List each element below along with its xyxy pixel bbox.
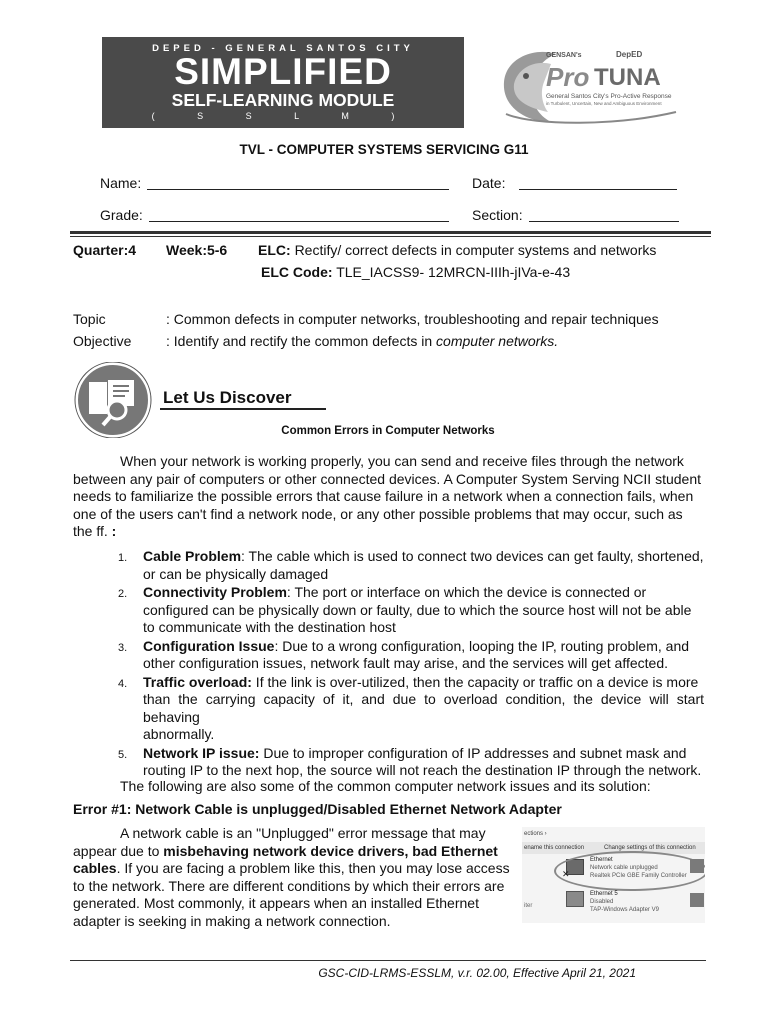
list-item-text: routing IP to the next hop, the source will not reach the destination IP through the network. <box>143 762 702 778</box>
header-rule-thin <box>70 236 711 237</box>
list-item-text: to communicate with the destination host <box>143 619 396 635</box>
section-title-underline <box>160 408 326 410</box>
section-line[interactable] <box>529 207 679 222</box>
objective-emph: computer networks. <box>436 333 559 349</box>
banner-abbrev: ( S S L M ) <box>151 111 415 121</box>
shot-eth1-status: Network cable unplugged <box>590 865 658 871</box>
grade-label: Grade: <box>100 207 143 223</box>
list-item-text: other configuration issues, network fault may arise, and the services will get affected. <box>143 655 669 671</box>
list-item-title: Connectivity Problem <box>143 584 287 600</box>
intro-line: the ff. : <box>73 523 117 540</box>
elc <box>258 242 656 258</box>
objective-label: Objective <box>73 333 132 349</box>
shot-eth1-name: Ethernet <box>590 857 613 863</box>
list-item-text: If the link is over-utilized, then the capacity or traffic on a device is more <box>251 673 699 690</box>
error1-bold: cables <box>73 860 117 877</box>
error1-line: A network cable is an "Unplugged" error message that may <box>120 825 486 841</box>
date-label: Date: <box>472 175 506 191</box>
list-item-number: 1. <box>118 552 128 564</box>
list-item-number: 5. <box>118 748 128 761</box>
intro-line: between any pair of computers or other connected devices. A Computer System Serving NCII student <box>73 470 701 487</box>
intro-paragraph <box>73 453 704 541</box>
topic-text: : Common defects in computer networks, troubleshooting and repair techniques <box>166 311 659 327</box>
logo-tuna: TUNA <box>594 64 661 91</box>
banner-top-text: DEPED - GENERAL SANTOS CITY <box>152 43 414 54</box>
elc-label: ELC: <box>258 242 291 258</box>
list-item-title: Configuration Issue <box>143 637 275 654</box>
grade-field[interactable] <box>100 207 449 223</box>
error1-bold: misbehaving network device drivers, bad Ethernet <box>163 842 498 859</box>
shot-eth1-device: Realtek PCIe GBE Family Controller <box>590 873 687 879</box>
list-item-number: 3. <box>118 641 128 654</box>
list-item <box>118 745 704 780</box>
list-item-text: : Due to a wrong configuration, looping the IP, routing problem, and <box>274 637 690 654</box>
quarter: Quarter:4 <box>73 242 137 258</box>
list-item-number: 2. <box>118 588 128 600</box>
error1-line: appear due to misbehaving network device drivers, bad Ethernet <box>73 842 498 859</box>
list-item-title: Network IP issue: <box>143 744 260 761</box>
shot-eth2-status: Disabled <box>590 899 614 905</box>
elc-code-value: TLE_IACSS9- 12MRCN-IIIh-jIVa-e-43 <box>336 264 571 280</box>
elc-code-label: ELC Code: <box>261 264 333 280</box>
list-item <box>118 584 704 637</box>
following-text: The following are also some of the common computer network issues and its solution: <box>120 778 651 794</box>
logo-tagline-1: General Santos City's Pro-Active Response <box>546 93 672 100</box>
grade-line[interactable] <box>149 207 449 222</box>
error1-line: adapter is seeking in making a network connection. <box>73 912 391 929</box>
name-label: Name: <box>100 175 142 191</box>
objective-text <box>166 333 558 349</box>
section-label: Section: <box>472 207 523 223</box>
shot-rename: ename this connection <box>524 845 585 851</box>
list-item-number: 4. <box>118 677 128 690</box>
error1-heading: Error #1: Network Cable is unplugged/Disabled Ethernet Network Adapter <box>73 801 562 817</box>
footer-rule <box>70 960 706 961</box>
error1-paragraph <box>73 825 515 931</box>
logo-deped: DepED <box>616 50 643 59</box>
shot-change-settings: Change settings of this connection <box>604 845 696 851</box>
intro-colon: : <box>111 523 117 540</box>
list-item <box>118 638 704 673</box>
sslm-banner <box>102 37 464 128</box>
list-item-text: configured can be physically down or faulty, due to which the source host will not be able <box>143 601 692 618</box>
topic-label: Topic <box>73 311 106 327</box>
week: Week:5-6 <box>166 242 228 258</box>
date-field[interactable] <box>472 175 677 191</box>
logo-pro: Pro <box>546 62 590 92</box>
protuna-logo <box>496 42 686 128</box>
ethernet5-adapter-icon <box>566 891 584 907</box>
objective-text-main: : Identify and rectify the common defects in <box>166 333 437 349</box>
section-subtitle: Common Errors in Computer Networks <box>281 425 495 437</box>
adapter-icon-right <box>690 859 704 873</box>
adapter-icon-right <box>690 893 704 907</box>
error1-line: generated. Most commonly, it appears when an installed Ethernet <box>73 895 479 912</box>
date-line[interactable] <box>519 175 677 190</box>
error1-line: to the network. There are different conditions by which their errors are <box>73 877 505 894</box>
error1-line: cables. If you are facing a problem like this, then you may lose access <box>73 860 510 877</box>
shot-fragment: iter <box>524 903 533 909</box>
intro-line: one of the users can't find a network node, or any other possible problems that may occur, such as <box>73 505 683 522</box>
list-item-text: : The cable which is used to connect two devices can get faulty, shortened, <box>241 548 704 564</box>
highlight-ellipse <box>554 851 705 891</box>
section-title: Let Us Discover <box>163 388 292 407</box>
network-connections-screenshot <box>522 827 705 923</box>
banner-subtitle: SELF-LEARNING MODULE <box>171 90 395 110</box>
list-item-text: or can be physically damaged <box>143 565 329 582</box>
document-title: TVL - COMPUTER SYSTEMS SERVICING G11 <box>239 142 529 157</box>
intro-line: needs to familiarize the possible errors that cause failure in a network when a connection fails, when <box>73 488 694 505</box>
list-item-text: : The port or interface on which the device is connected or <box>286 584 647 600</box>
list-item-title: Traffic overload: <box>143 673 252 690</box>
intro-line: When your network is working properly, you can send and receive files through the network <box>120 453 684 469</box>
footer-text: GSC-CID-LRMS-ESSLM, v.r. 02.00, Effective April 21, 2021 <box>318 966 636 980</box>
elc-text: Rectify/ correct defects in computer systems and networks <box>294 242 657 258</box>
section-field[interactable] <box>472 207 679 223</box>
list-item <box>118 548 704 583</box>
list-item-text: abnormally. <box>143 726 215 742</box>
shot-eth2-device: TAP-Windows Adapter V9 <box>590 907 659 913</box>
list-item-title: Cable Problem <box>143 548 242 564</box>
header-rule <box>70 231 711 234</box>
list-item-text: than the carrying capacity of it, and due to overload condition, the device will start behaving <box>143 691 704 725</box>
shot-breadcrumb: ections › <box>524 831 547 837</box>
red-x-icon: ✕ <box>562 869 570 879</box>
logo-tagline-2: in Turbulent, Uncertain, New and Ambiguous Environment <box>546 101 662 106</box>
name-line[interactable] <box>147 175 449 190</box>
logo-gensans: GENSAN's <box>546 52 582 59</box>
elc-code <box>261 264 570 280</box>
shot-eth2-name: Ethernet 5 <box>590 891 618 897</box>
errors-list <box>118 548 704 780</box>
list-item <box>118 674 704 744</box>
banner-title: SIMPLIFIED <box>174 51 392 92</box>
name-field[interactable] <box>100 175 449 191</box>
list-item-text: Due to improper configuration of IP addresses and subnet mask and <box>259 744 687 761</box>
